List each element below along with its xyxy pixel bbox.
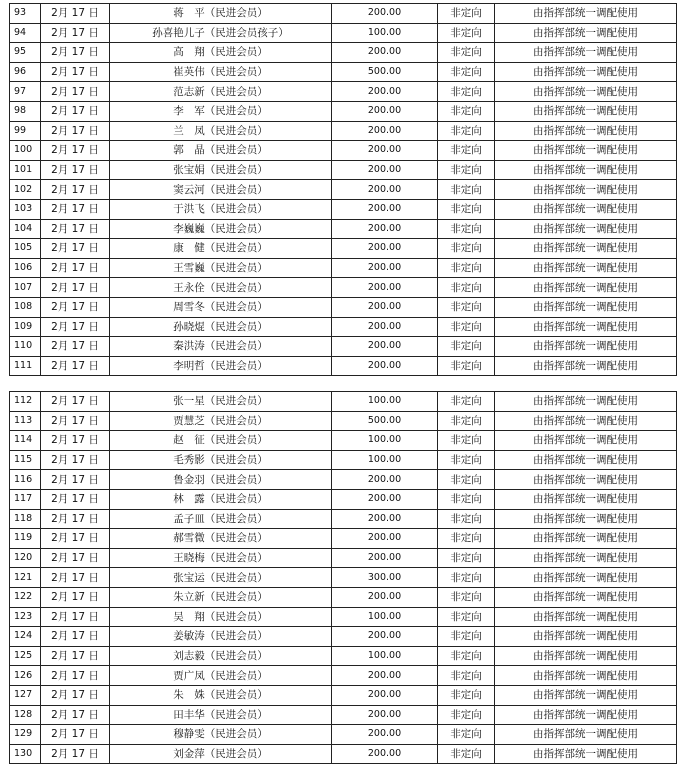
table-row	[10, 587, 677, 607]
donation-amount: 100.00	[332, 646, 438, 666]
donation-usage: 由指挥部统一调配使用	[495, 297, 677, 317]
donation-table-top-body	[10, 4, 677, 376]
table-row	[10, 180, 677, 200]
donation-type: 非定向	[438, 627, 495, 647]
donation-type: 非定向	[438, 392, 495, 412]
donation-usage: 由指挥部统一调配使用	[495, 685, 677, 705]
donation-amount: 200.00	[332, 470, 438, 490]
table-row	[10, 744, 677, 764]
donation-usage: 由指挥部统一调配使用	[495, 43, 677, 63]
donation-type: 非定向	[438, 297, 495, 317]
donor-name: 姜敏涛（民进会员）	[110, 627, 332, 647]
donation-amount: 200.00	[332, 199, 438, 219]
donor-name: 吴 翔（民进会员）	[110, 607, 332, 627]
table-row	[10, 4, 677, 24]
donation-usage: 由指挥部统一调配使用	[495, 666, 677, 686]
donation-date: 2月 17 日	[41, 23, 110, 43]
table-row	[10, 548, 677, 568]
donor-name: 郝雪微（民进会员）	[110, 529, 332, 549]
donation-amount: 200.00	[332, 317, 438, 337]
donation-type: 非定向	[438, 219, 495, 239]
donation-amount: 200.00	[332, 548, 438, 568]
table-row	[10, 317, 677, 337]
table-row	[10, 239, 677, 259]
donation-date: 2月 17 日	[41, 489, 110, 509]
donation-amount: 200.00	[332, 489, 438, 509]
donation-type: 非定向	[438, 450, 495, 470]
row-number: 117	[10, 489, 41, 509]
donation-type: 非定向	[438, 529, 495, 549]
table-row	[10, 297, 677, 317]
donation-type: 非定向	[438, 548, 495, 568]
row-number: 120	[10, 548, 41, 568]
donation-type: 非定向	[438, 43, 495, 63]
donation-amount: 200.00	[332, 587, 438, 607]
donation-usage: 由指挥部统一调配使用	[495, 239, 677, 259]
row-number: 109	[10, 317, 41, 337]
table-row	[10, 62, 677, 82]
table-row	[10, 685, 677, 705]
donation-date: 2月 17 日	[41, 568, 110, 588]
donation-date: 2月 17 日	[41, 180, 110, 200]
donation-usage: 由指挥部统一调配使用	[495, 258, 677, 278]
donation-usage: 由指挥部统一调配使用	[495, 278, 677, 298]
donation-usage: 由指挥部统一调配使用	[495, 121, 677, 141]
donation-usage: 由指挥部统一调配使用	[495, 725, 677, 745]
donation-usage: 由指挥部统一调配使用	[495, 4, 677, 24]
donation-type: 非定向	[438, 82, 495, 102]
donor-name: 崔英伟（民进会员）	[110, 62, 332, 82]
donation-amount: 200.00	[332, 337, 438, 357]
row-number: 121	[10, 568, 41, 588]
donor-name: 孙喜艳儿子（民进会员孩子）	[110, 23, 332, 43]
row-number: 130	[10, 744, 41, 764]
donation-date: 2月 17 日	[41, 725, 110, 745]
donation-usage: 由指挥部统一调配使用	[495, 529, 677, 549]
donation-amount: 100.00	[332, 23, 438, 43]
donation-usage: 由指挥部统一调配使用	[495, 392, 677, 412]
table-row	[10, 337, 677, 357]
donation-date: 2月 17 日	[41, 431, 110, 451]
row-number: 125	[10, 646, 41, 666]
donor-name: 孟子皿（民进会员）	[110, 509, 332, 529]
donation-type: 非定向	[438, 141, 495, 161]
row-number: 116	[10, 470, 41, 490]
row-number: 115	[10, 450, 41, 470]
donation-date: 2月 17 日	[41, 744, 110, 764]
donation-amount: 200.00	[332, 219, 438, 239]
donation-usage: 由指挥部统一调配使用	[495, 627, 677, 647]
donor-name: 贾广凤（民进会员）	[110, 666, 332, 686]
donation-type: 非定向	[438, 278, 495, 298]
donation-amount: 200.00	[332, 685, 438, 705]
donation-amount: 200.00	[332, 356, 438, 376]
table-row	[10, 121, 677, 141]
donation-type: 非定向	[438, 705, 495, 725]
row-number: 124	[10, 627, 41, 647]
donation-date: 2月 17 日	[41, 392, 110, 412]
donation-date: 2月 17 日	[41, 587, 110, 607]
donation-type: 非定向	[438, 666, 495, 686]
donation-usage: 由指挥部统一调配使用	[495, 450, 677, 470]
donation-date: 2月 17 日	[41, 43, 110, 63]
table-row	[10, 646, 677, 666]
table-row	[10, 450, 677, 470]
table-row	[10, 392, 677, 412]
donation-date: 2月 17 日	[41, 121, 110, 141]
donation-usage: 由指挥部统一调配使用	[495, 219, 677, 239]
donation-date: 2月 17 日	[41, 258, 110, 278]
donation-amount: 200.00	[332, 725, 438, 745]
donation-usage: 由指挥部统一调配使用	[495, 337, 677, 357]
donation-amount: 200.00	[332, 705, 438, 725]
donation-table-bottom-body	[10, 392, 677, 764]
donor-name: 周雪冬（民进会员）	[110, 297, 332, 317]
donation-amount: 500.00	[332, 62, 438, 82]
donation-amount: 200.00	[332, 239, 438, 259]
row-number: 107	[10, 278, 41, 298]
row-number: 96	[10, 62, 41, 82]
row-number: 113	[10, 411, 41, 431]
donation-amount: 200.00	[332, 82, 438, 102]
donation-type: 非定向	[438, 685, 495, 705]
donation-usage: 由指挥部统一调配使用	[495, 744, 677, 764]
donation-date: 2月 17 日	[41, 62, 110, 82]
donation-type: 非定向	[438, 411, 495, 431]
donation-amount: 200.00	[332, 744, 438, 764]
donor-name: 张宝娟（民进会员）	[110, 160, 332, 180]
table-row	[10, 411, 677, 431]
donation-type: 非定向	[438, 489, 495, 509]
donation-type: 非定向	[438, 431, 495, 451]
donation-type: 非定向	[438, 568, 495, 588]
row-number: 104	[10, 219, 41, 239]
donation-usage: 由指挥部统一调配使用	[495, 160, 677, 180]
donation-type: 非定向	[438, 4, 495, 24]
donor-name: 窦云河（民进会员）	[110, 180, 332, 200]
row-number: 98	[10, 101, 41, 121]
donation-date: 2月 17 日	[41, 337, 110, 357]
donation-usage: 由指挥部统一调配使用	[495, 587, 677, 607]
table-row	[10, 489, 677, 509]
donor-name: 兰 凤（民进会员）	[110, 121, 332, 141]
table-row	[10, 725, 677, 745]
donor-name: 王晓梅（民进会员）	[110, 548, 332, 568]
donation-date: 2月 17 日	[41, 317, 110, 337]
table-row	[10, 509, 677, 529]
donation-amount: 200.00	[332, 509, 438, 529]
donation-amount: 300.00	[332, 568, 438, 588]
donor-name: 赵 征（民进会员）	[110, 431, 332, 451]
donation-type: 非定向	[438, 509, 495, 529]
donation-usage: 由指挥部统一调配使用	[495, 180, 677, 200]
donation-usage: 由指挥部统一调配使用	[495, 568, 677, 588]
donation-date: 2月 17 日	[41, 101, 110, 121]
row-number: 93	[10, 4, 41, 24]
donation-date: 2月 17 日	[41, 297, 110, 317]
table-row	[10, 23, 677, 43]
donation-usage: 由指挥部统一调配使用	[495, 431, 677, 451]
donation-amount: 100.00	[332, 392, 438, 412]
donation-usage: 由指挥部统一调配使用	[495, 646, 677, 666]
donation-type: 非定向	[438, 725, 495, 745]
donor-name: 高 翔（民进会员）	[110, 43, 332, 63]
row-number: 95	[10, 43, 41, 63]
donation-type: 非定向	[438, 646, 495, 666]
donor-name: 张宝运（民进会员）	[110, 568, 332, 588]
table-row	[10, 278, 677, 298]
donation-date: 2月 17 日	[41, 509, 110, 529]
donation-amount: 200.00	[332, 666, 438, 686]
donation-amount: 200.00	[332, 160, 438, 180]
table-row	[10, 470, 677, 490]
donation-type: 非定向	[438, 62, 495, 82]
donation-amount: 500.00	[332, 411, 438, 431]
donation-date: 2月 17 日	[41, 666, 110, 686]
donation-date: 2月 17 日	[41, 141, 110, 161]
donation-date: 2月 17 日	[41, 450, 110, 470]
row-number: 100	[10, 141, 41, 161]
donor-name: 毛秀影（民进会员）	[110, 450, 332, 470]
row-number: 114	[10, 431, 41, 451]
donation-type: 非定向	[438, 101, 495, 121]
donation-amount: 200.00	[332, 627, 438, 647]
donation-type: 非定向	[438, 470, 495, 490]
donor-name: 范志新（民进会员）	[110, 82, 332, 102]
donor-name: 林 露（民进会员）	[110, 489, 332, 509]
row-number: 110	[10, 337, 41, 357]
table-row	[10, 82, 677, 102]
donation-amount: 200.00	[332, 258, 438, 278]
donation-type: 非定向	[438, 160, 495, 180]
table-row	[10, 705, 677, 725]
donation-usage: 由指挥部统一调配使用	[495, 356, 677, 376]
donation-date: 2月 17 日	[41, 199, 110, 219]
row-number: 101	[10, 160, 41, 180]
donor-name: 张一星（民进会员）	[110, 392, 332, 412]
donation-date: 2月 17 日	[41, 529, 110, 549]
donation-date: 2月 17 日	[41, 411, 110, 431]
donation-usage: 由指挥部统一调配使用	[495, 705, 677, 725]
donation-type: 非定向	[438, 744, 495, 764]
donation-table-bottom	[9, 391, 677, 764]
donor-name: 田丰华（民进会员）	[110, 705, 332, 725]
donor-name: 蒋 平（民进会员）	[110, 4, 332, 24]
donation-type: 非定向	[438, 587, 495, 607]
donor-name: 贾慧芝（民进会员）	[110, 411, 332, 431]
donation-date: 2月 17 日	[41, 239, 110, 259]
donation-type: 非定向	[438, 607, 495, 627]
donor-name: 刘金萍（民进会员）	[110, 744, 332, 764]
donation-amount: 200.00	[332, 278, 438, 298]
donation-date: 2月 17 日	[41, 627, 110, 647]
row-number: 106	[10, 258, 41, 278]
donation-date: 2月 17 日	[41, 646, 110, 666]
donation-type: 非定向	[438, 356, 495, 376]
donation-date: 2月 17 日	[41, 160, 110, 180]
donation-usage: 由指挥部统一调配使用	[495, 82, 677, 102]
table-row	[10, 101, 677, 121]
donor-name: 刘志毅（民进会员）	[110, 646, 332, 666]
donation-usage: 由指挥部统一调配使用	[495, 607, 677, 627]
donation-amount: 200.00	[332, 180, 438, 200]
row-number: 123	[10, 607, 41, 627]
donation-usage: 由指挥部统一调配使用	[495, 470, 677, 490]
row-number: 118	[10, 509, 41, 529]
donation-usage: 由指挥部统一调配使用	[495, 23, 677, 43]
donation-amount: 200.00	[332, 141, 438, 161]
donor-name: 秦洪涛（民进会员）	[110, 337, 332, 357]
donation-usage: 由指挥部统一调配使用	[495, 489, 677, 509]
donation-date: 2月 17 日	[41, 705, 110, 725]
row-number: 122	[10, 587, 41, 607]
donation-date: 2月 17 日	[41, 470, 110, 490]
row-number: 94	[10, 23, 41, 43]
donor-name: 穆静雯（民进会员）	[110, 725, 332, 745]
table-row	[10, 529, 677, 549]
donation-type: 非定向	[438, 121, 495, 141]
row-number: 112	[10, 392, 41, 412]
row-number: 129	[10, 725, 41, 745]
donor-name: 孙晓焜（民进会员）	[110, 317, 332, 337]
donation-amount: 200.00	[332, 297, 438, 317]
donor-name: 康 健（民进会员）	[110, 239, 332, 259]
donation-usage: 由指挥部统一调配使用	[495, 411, 677, 431]
donation-amount: 200.00	[332, 101, 438, 121]
donor-name: 王雪巍（民进会员）	[110, 258, 332, 278]
donation-type: 非定向	[438, 337, 495, 357]
donation-type: 非定向	[438, 258, 495, 278]
donation-amount: 100.00	[332, 607, 438, 627]
table-row	[10, 258, 677, 278]
donor-name: 王永佺（民进会员）	[110, 278, 332, 298]
table-row	[10, 431, 677, 451]
table-row	[10, 219, 677, 239]
donation-type: 非定向	[438, 317, 495, 337]
table-row	[10, 568, 677, 588]
table-row	[10, 199, 677, 219]
table-row	[10, 627, 677, 647]
donation-usage: 由指挥部统一调配使用	[495, 199, 677, 219]
table-row	[10, 666, 677, 686]
table-row	[10, 141, 677, 161]
donation-date: 2月 17 日	[41, 82, 110, 102]
donation-amount: 200.00	[332, 529, 438, 549]
donation-amount: 100.00	[332, 431, 438, 451]
donation-type: 非定向	[438, 23, 495, 43]
row-number: 119	[10, 529, 41, 549]
donor-name: 李巍巍（民进会员）	[110, 219, 332, 239]
table-row	[10, 43, 677, 63]
donation-usage: 由指挥部统一调配使用	[495, 317, 677, 337]
row-number: 127	[10, 685, 41, 705]
donation-date: 2月 17 日	[41, 548, 110, 568]
donor-name: 于洪飞（民进会员）	[110, 199, 332, 219]
donation-date: 2月 17 日	[41, 278, 110, 298]
donation-usage: 由指挥部统一调配使用	[495, 509, 677, 529]
donation-type: 非定向	[438, 199, 495, 219]
donation-type: 非定向	[438, 180, 495, 200]
table-row	[10, 607, 677, 627]
donation-usage: 由指挥部统一调配使用	[495, 62, 677, 82]
donor-name: 李 军（民进会员）	[110, 101, 332, 121]
row-number: 128	[10, 705, 41, 725]
donation-amount: 200.00	[332, 121, 438, 141]
donation-date: 2月 17 日	[41, 356, 110, 376]
donation-date: 2月 17 日	[41, 685, 110, 705]
row-number: 111	[10, 356, 41, 376]
donation-type: 非定向	[438, 239, 495, 259]
donor-name: 郭 晶（民进会员）	[110, 141, 332, 161]
row-number: 102	[10, 180, 41, 200]
row-number: 108	[10, 297, 41, 317]
donor-name: 朱立新（民进会员）	[110, 587, 332, 607]
donation-date: 2月 17 日	[41, 607, 110, 627]
donation-date: 2月 17 日	[41, 4, 110, 24]
row-number: 103	[10, 199, 41, 219]
table-row	[10, 356, 677, 376]
donation-date: 2月 17 日	[41, 219, 110, 239]
table-row	[10, 160, 677, 180]
donor-name: 李明哲（民进会员）	[110, 356, 332, 376]
donation-usage: 由指挥部统一调配使用	[495, 141, 677, 161]
donation-amount: 200.00	[332, 4, 438, 24]
donation-table-top	[9, 3, 677, 376]
row-number: 97	[10, 82, 41, 102]
donation-amount: 200.00	[332, 43, 438, 63]
row-number: 105	[10, 239, 41, 259]
donor-name: 鲁金羽（民进会员）	[110, 470, 332, 490]
donation-usage: 由指挥部统一调配使用	[495, 101, 677, 121]
row-number: 126	[10, 666, 41, 686]
row-number: 99	[10, 121, 41, 141]
donation-usage: 由指挥部统一调配使用	[495, 548, 677, 568]
donor-name: 朱 姝（民进会员）	[110, 685, 332, 705]
donation-amount: 100.00	[332, 450, 438, 470]
